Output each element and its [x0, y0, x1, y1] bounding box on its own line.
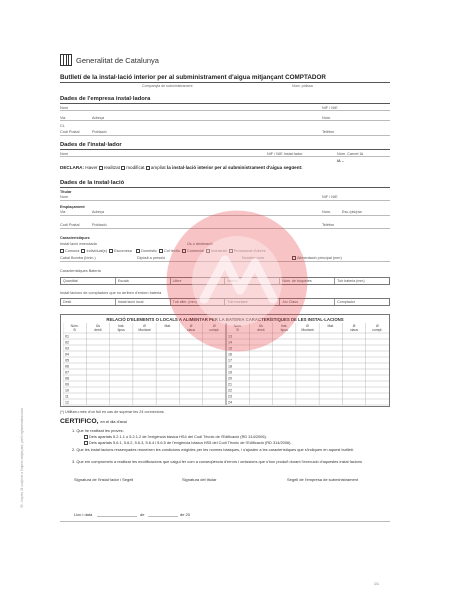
- relacio-col-header: Muntant: [138, 328, 151, 332]
- installacio-nom-field[interactable]: [60, 200, 390, 201]
- relacio-col-header: destí: [257, 328, 265, 332]
- installacio-poblacio-field[interactable]: [60, 228, 390, 229]
- relacio-col-header: compt.: [372, 328, 383, 332]
- certifico-item-1a: [84, 434, 384, 439]
- opt-domestic-checkbox[interactable]: [136, 249, 140, 253]
- bateria-llibre[interactable]: Llibre: [171, 278, 226, 284]
- relacio-col-header: Ø: [306, 323, 309, 328]
- installacio-num-label: Núm.: [322, 210, 332, 214]
- alimentacio-label: [292, 256, 342, 260]
- relacio-col-header: Ø: [376, 323, 379, 328]
- relacio-row-number: 17: [228, 358, 232, 363]
- lloc-de: de: [140, 512, 145, 517]
- alimentacio-text: Alimentació principal (mm): [297, 256, 342, 260]
- lloc-data-label: Lloc i data: [74, 512, 93, 517]
- opt-comercial-label: Comercial: [186, 249, 205, 253]
- relacio-row-number: 11: [65, 394, 69, 399]
- relacio-col-header: tipus: [280, 328, 288, 332]
- relacio-col-header: Ø: [213, 323, 216, 328]
- page-number: 1/1: [374, 582, 379, 586]
- lloc-field[interactable]: [97, 516, 137, 517]
- opt-industrial-checkbox[interactable]: [206, 249, 210, 253]
- relacio-row-number: 18: [228, 364, 232, 369]
- installacio-nom-label: Nom: [60, 195, 69, 199]
- titular-label: Titular: [60, 190, 72, 194]
- comptadors-desti[interactable]: Destí: [61, 299, 116, 305]
- relacio-col-header: Ø: [189, 323, 193, 328]
- executada-label: Instal·lació executada: [60, 242, 97, 246]
- generalitat-logo-icon: [60, 54, 72, 66]
- caracteristiques-label: Característiques: [60, 236, 90, 240]
- comptadors-strip: [60, 298, 390, 306]
- diposit-label: Dipòsit a pressió: [137, 256, 166, 260]
- comptadors-label: Instal·lacions de comptadors que no arriben d'entorn bateria: [60, 291, 162, 295]
- empresa-poblacio-field[interactable]: [60, 135, 390, 136]
- relacio-col-header: Núm.: [70, 323, 79, 328]
- installador-ia-label: IA –: [337, 159, 344, 163]
- relacio-row-number: 12: [65, 400, 69, 405]
- relacio-col-header: Mat.: [327, 323, 335, 328]
- relacio-row-number: 21: [228, 382, 232, 387]
- relacio-col-header: Ús: [95, 323, 101, 328]
- relacio-col-header: Muntant: [301, 328, 314, 332]
- relacio-row-number: 16: [228, 352, 232, 357]
- opt-collectiu-label: Col·lectiu: [164, 249, 180, 253]
- installacio-adreca-field[interactable]: [60, 215, 390, 216]
- relacio-row-number: 22: [228, 388, 232, 393]
- relacio-row-number: 03: [65, 346, 69, 351]
- declara-label: DECLARA:: [60, 165, 84, 170]
- opt-domestic-label: Domèstic: [141, 249, 157, 253]
- certifico-item-1b: [84, 440, 384, 445]
- company-label: Companyia de subministrament: [142, 84, 193, 88]
- sig-installador: Signatura de l'instal·lador i Segell: [74, 477, 134, 482]
- installacio-cp-label: Codi Postal: [60, 223, 80, 227]
- empresa-adreca-label: Adreça: [92, 116, 105, 120]
- relacio-col-header: compt.: [209, 328, 220, 332]
- alimentacio-checkbox[interactable]: [292, 256, 296, 260]
- relacio-row-number: 23: [228, 394, 232, 399]
- relacio-row-number: 01: [65, 334, 69, 339]
- relacio-row-number: 08: [65, 376, 69, 381]
- comptadors-comptador[interactable]: Comptador: [337, 300, 355, 304]
- installador-nif-label: NIF / NIE Instal·lador: [267, 152, 303, 156]
- relacio-col-header: Inst.: [281, 323, 288, 328]
- certifico-item-1b-text: Dels apartats 5.6.1, 5.6.2, 5.6.3, 5.6.4 i 5.6.5 de l'exigència bàsica HS5 del Codi Tècnic de l'Edificació (RD 314/2006).: [89, 440, 292, 445]
- relacio-row-number: 10: [65, 388, 69, 393]
- installacio-adreca-label: Adreça: [92, 210, 105, 214]
- sig-titular: Signatura del titular: [182, 477, 217, 482]
- relacio-grid: [63, 323, 389, 407]
- installacio-telefon-label: Telèfon: [322, 223, 335, 227]
- comptadors-local[interactable]: Instal·lació local: [116, 299, 171, 305]
- certifico-title: CERTIFICO,: [60, 418, 99, 425]
- sig-empresa: Segell de l'empresa de subministrament: [287, 477, 359, 482]
- empresa-poblacio-label: Població: [92, 130, 107, 134]
- installador-nom-label: Nom: [60, 152, 69, 156]
- options-row: [60, 249, 390, 253]
- bateria-tub[interactable]: Tub bateria (mm): [337, 279, 365, 283]
- lloc-year: de 20: [180, 512, 191, 517]
- org-name: Generalitat de Catalunya: [76, 55, 159, 65]
- opt-comuna-checkbox[interactable]: [60, 249, 64, 253]
- opt-individual-checkbox[interactable]: [81, 249, 85, 253]
- ampliat-label: ampliat: [150, 165, 166, 170]
- opt-provisional-label: Provisional d'obres: [233, 249, 266, 253]
- section-installacio: Dades de la instal·lació: [60, 180, 390, 188]
- mes-field[interactable]: [148, 516, 178, 517]
- certifico-label: [60, 418, 127, 425]
- empresa-nom-label: Nom: [60, 106, 69, 110]
- relacio-table: [60, 314, 390, 407]
- opt-escomesa-label: Escomesa: [114, 249, 132, 253]
- declara-text: la instal·lació interior per al subministrament d'aigua següent:: [166, 165, 303, 170]
- relacio-col-header: Ø: [143, 323, 146, 328]
- opt-provisional-checkbox[interactable]: [229, 249, 233, 253]
- empresa-num-label: Núm.: [322, 116, 332, 120]
- empresa-via-label: Via: [60, 116, 66, 120]
- form-page: [52, 44, 392, 584]
- relacio-col-header: Núm.: [233, 323, 242, 328]
- empresa-nif-label: NIF / NIE: [322, 106, 338, 110]
- opt-industrial-label: Industrial: [211, 249, 227, 253]
- certifico-item-1: 1. Que he realitzat les proves:: [72, 428, 124, 433]
- ampliat-checkbox[interactable]: [146, 166, 150, 170]
- relacio-row-number: 02: [65, 340, 69, 345]
- policy-label: Núm. pòlissa: [292, 84, 313, 88]
- us-label: Ús o destinació: [187, 242, 213, 246]
- bateria-boquetes[interactable]: Núm. de boquetes: [280, 278, 335, 284]
- relacio-col-header: claus: [187, 328, 196, 332]
- relacio-row-number: 05: [65, 358, 69, 363]
- relacio-col-header: Ø: [352, 323, 356, 328]
- opt-individual-label: Individual(s): [86, 249, 107, 253]
- empresa-nom-field[interactable]: [60, 110, 390, 111]
- cabal-label: Cabal Bomba (l/min.): [60, 256, 96, 260]
- comptadors-tub-muntant[interactable]: Tub muntant: [225, 299, 280, 305]
- comptadors-tub-alim[interactable]: Tub alim. (mm): [171, 299, 226, 305]
- form-title: Butlletí de la instal·lació interior per al subministrament d'aigua mitjançant COMPTADOR: [60, 74, 390, 83]
- relacio-row-number: 04: [65, 352, 69, 357]
- relacio-col-header: B: [73, 328, 76, 332]
- modificat-checkbox[interactable]: [121, 166, 125, 170]
- relacio-col-header: tipus: [117, 328, 125, 332]
- installacio-via-label: Via: [60, 210, 66, 214]
- relacio-col-header: Ús: [258, 323, 264, 328]
- relacio-col-header: claus: [350, 328, 359, 332]
- bateria-strip: [60, 277, 390, 285]
- bateria-label: Característiques Bateria: [60, 269, 101, 273]
- installacio-nif-label: NIF / NIE: [322, 195, 338, 199]
- relacio-row-number: 14: [228, 340, 232, 345]
- relacio-heading: RELACIÓ D'ELEMENTS O LOCALS A ALIMENTAR PER LA BATERIA CARACTERÍSTIQUES DE LES INSTAL·LACIONS: [106, 317, 344, 322]
- certifico-sublabel: en el dia d'avui: [100, 419, 127, 424]
- relacio-row-number: 13: [228, 334, 232, 339]
- empresa-telefon-label: Telèfon: [322, 130, 335, 134]
- bateria-escala[interactable]: Escala: [116, 278, 171, 284]
- bateria-marca[interactable]: Marca: [225, 278, 280, 284]
- empresa-cp-label: Codi Postal: [60, 130, 80, 134]
- certifico-item-2: 2. Que les instal·lacions ressenyades reuneixen les condicions exigides per les normes bàsiques, i s'ajusten a les característiques que s'indiquen en aquest butlletí.: [72, 447, 354, 452]
- empresa-cl-label: CL: [60, 124, 65, 128]
- emplacament-label: Emplaçament: [60, 205, 85, 209]
- relacio-col-header: Inst.: [118, 323, 125, 328]
- side-legal-note: 35 - Imprès 31 subjecte a l'imprès mitjançant, perill reglamentat/aciutat: [20, 408, 24, 508]
- declara-row: [60, 165, 390, 171]
- installacio-poblacio-label: Població: [92, 223, 107, 227]
- section-empresa: Dades de l'empresa instal·ladora: [60, 96, 390, 104]
- opt-collectiu-checkbox[interactable]: [159, 249, 163, 253]
- relacio-row-number: 09: [65, 382, 69, 387]
- certifico-item-3: 3. Que em comprometo a realitzar les modificacions que calgui fer com a conseqüència d'errors i omissions que s'hon produït durant l'execució d'aquestes instal·lacions: [72, 459, 362, 464]
- realitzat-label: realitzat: [103, 165, 120, 170]
- relacio-row-number: 07: [65, 370, 69, 375]
- installador-carnet-label: Núm. Carnet IA: [337, 152, 364, 156]
- proves-hs4-checkbox[interactable]: [84, 435, 88, 439]
- opt-comuna-label: Comuna: [65, 249, 80, 253]
- proves-hs5-checkbox[interactable]: [84, 441, 88, 445]
- header: [60, 54, 159, 66]
- cabal-field[interactable]: [60, 261, 390, 262]
- relacio-row-number: 20: [228, 376, 232, 381]
- declara-haver: Haver: [85, 165, 98, 170]
- certifico-item-1a-text: Dels apartats 5.2.1.1 o 5.2.1.2 de l'exigència bàsica HS4 del Codi Tècnic de l'Edificació (RD 314/2006).: [89, 434, 267, 439]
- opt-comercial-checkbox[interactable]: [182, 249, 186, 253]
- relacio-row-number: 24: [228, 400, 232, 405]
- section-installador: Dades de l'instal·lador: [60, 142, 390, 150]
- realitzat-checkbox[interactable]: [99, 166, 103, 170]
- relacio-row-number: 06: [65, 364, 69, 369]
- bateria-quantitat[interactable]: Quantitat: [61, 278, 116, 284]
- modificat-label: modificat: [126, 165, 145, 170]
- installador-nom-field[interactable]: [60, 156, 390, 157]
- footer-rule: [60, 521, 390, 522]
- relacio-col-header: destí: [94, 328, 102, 332]
- relacio-row-number: 15: [228, 346, 232, 351]
- empresa-adreca-field[interactable]: [60, 120, 390, 121]
- comptadors-joc-claus[interactable]: Joc Claus: [280, 299, 335, 305]
- nominal-label: Nombre nom: [242, 256, 264, 260]
- installacio-esc-label: Esc./pis/pta: [342, 210, 362, 214]
- relacio-footnote: (*) Utilitzeu més d'un full en cas de superar les 24 connexions: [60, 410, 164, 414]
- relacio-row-number: 19: [228, 370, 232, 375]
- relacio-col-header: B: [236, 328, 239, 332]
- relacio-col-header: Mat.: [164, 323, 172, 328]
- opt-escomesa-checkbox[interactable]: [109, 249, 113, 253]
